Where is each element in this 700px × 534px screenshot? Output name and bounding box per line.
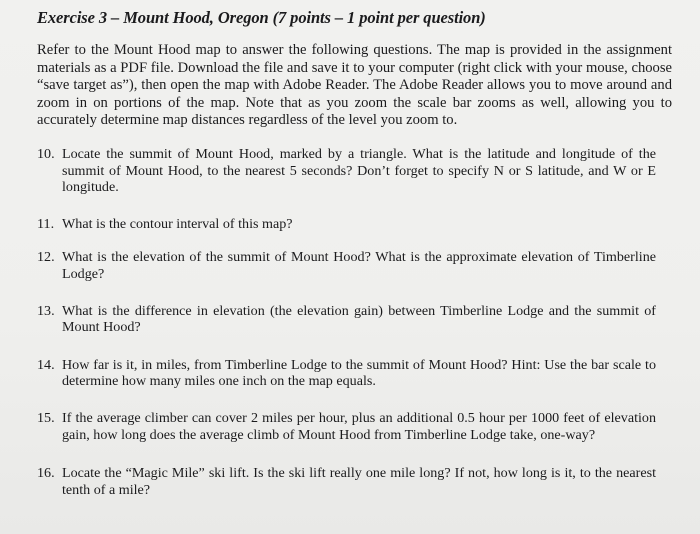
- question-item: [37, 146, 678, 196]
- question-item: [37, 357, 678, 390]
- question-number: 16.: [37, 465, 55, 482]
- question-number: 10.: [37, 145, 55, 162]
- question-number: 12.: [37, 249, 55, 266]
- question-item: [37, 249, 678, 282]
- question-text: Locate the “Magic Mile” ski lift. Is the ski lift really one mile long? If not, how long is it, to the nearest tenth of a mile?: [62, 465, 656, 498]
- question-list: [37, 146, 678, 498]
- question-text: What is the elevation of the summit of Mount Hood? What is the approximate elevation of Timberline Lodge?: [62, 249, 656, 282]
- question-number: 13.: [37, 302, 55, 319]
- question-number: 11.: [37, 215, 55, 232]
- question-item: [37, 216, 678, 233]
- question-number: 15.: [37, 409, 55, 426]
- question-text: Locate the summit of Mount Hood, marked by a triangle. What is the latitude and longitude of the summit of Mount Hood, to the nearest 5 seconds? Don’t forget to specify N or S latitude, and W or E longitude.: [62, 145, 656, 196]
- question-item: [37, 410, 678, 443]
- question-item: [37, 303, 678, 336]
- question-item: [37, 465, 678, 498]
- question-text: What is the difference in elevation (the elevation gain) between Timberline Lodge and the summit of Mount Hood?: [62, 302, 656, 336]
- question-number: 14.: [37, 356, 55, 373]
- question-text: What is the contour interval of this map?: [62, 215, 293, 232]
- intro-paragraph: Refer to the Mount Hood map to answer the following questions. The map is provided in the assignment materials as a PDF file. Download the file and save it to your computer (right click with your mouse, choose “save target as”), then open the map with Adobe Reader. The Adobe Reader allows you to move around and zoom in on portions of the map. Note that as you zoom the scale bar zooms as well, allowing you to accurately determine map distances regardless of the level you zoom to.: [37, 42, 672, 129]
- question-text: If the average climber can cover 2 miles per hour, plus an additional 0.5 hour per 1000 feet of elevation gain, how long does the average climb of Mount Hood from Timberline Lodge take, one-way?: [62, 409, 656, 443]
- question-text: How far is it, in miles, from Timberline Lodge to the summit of Mount Hood? Hint: Use the bar scale to determine how many miles one inch on the map equals.: [62, 356, 656, 390]
- exercise-title: Exercise 3 – Mount Hood, Oregon (7 points – 1 point per question): [37, 8, 486, 27]
